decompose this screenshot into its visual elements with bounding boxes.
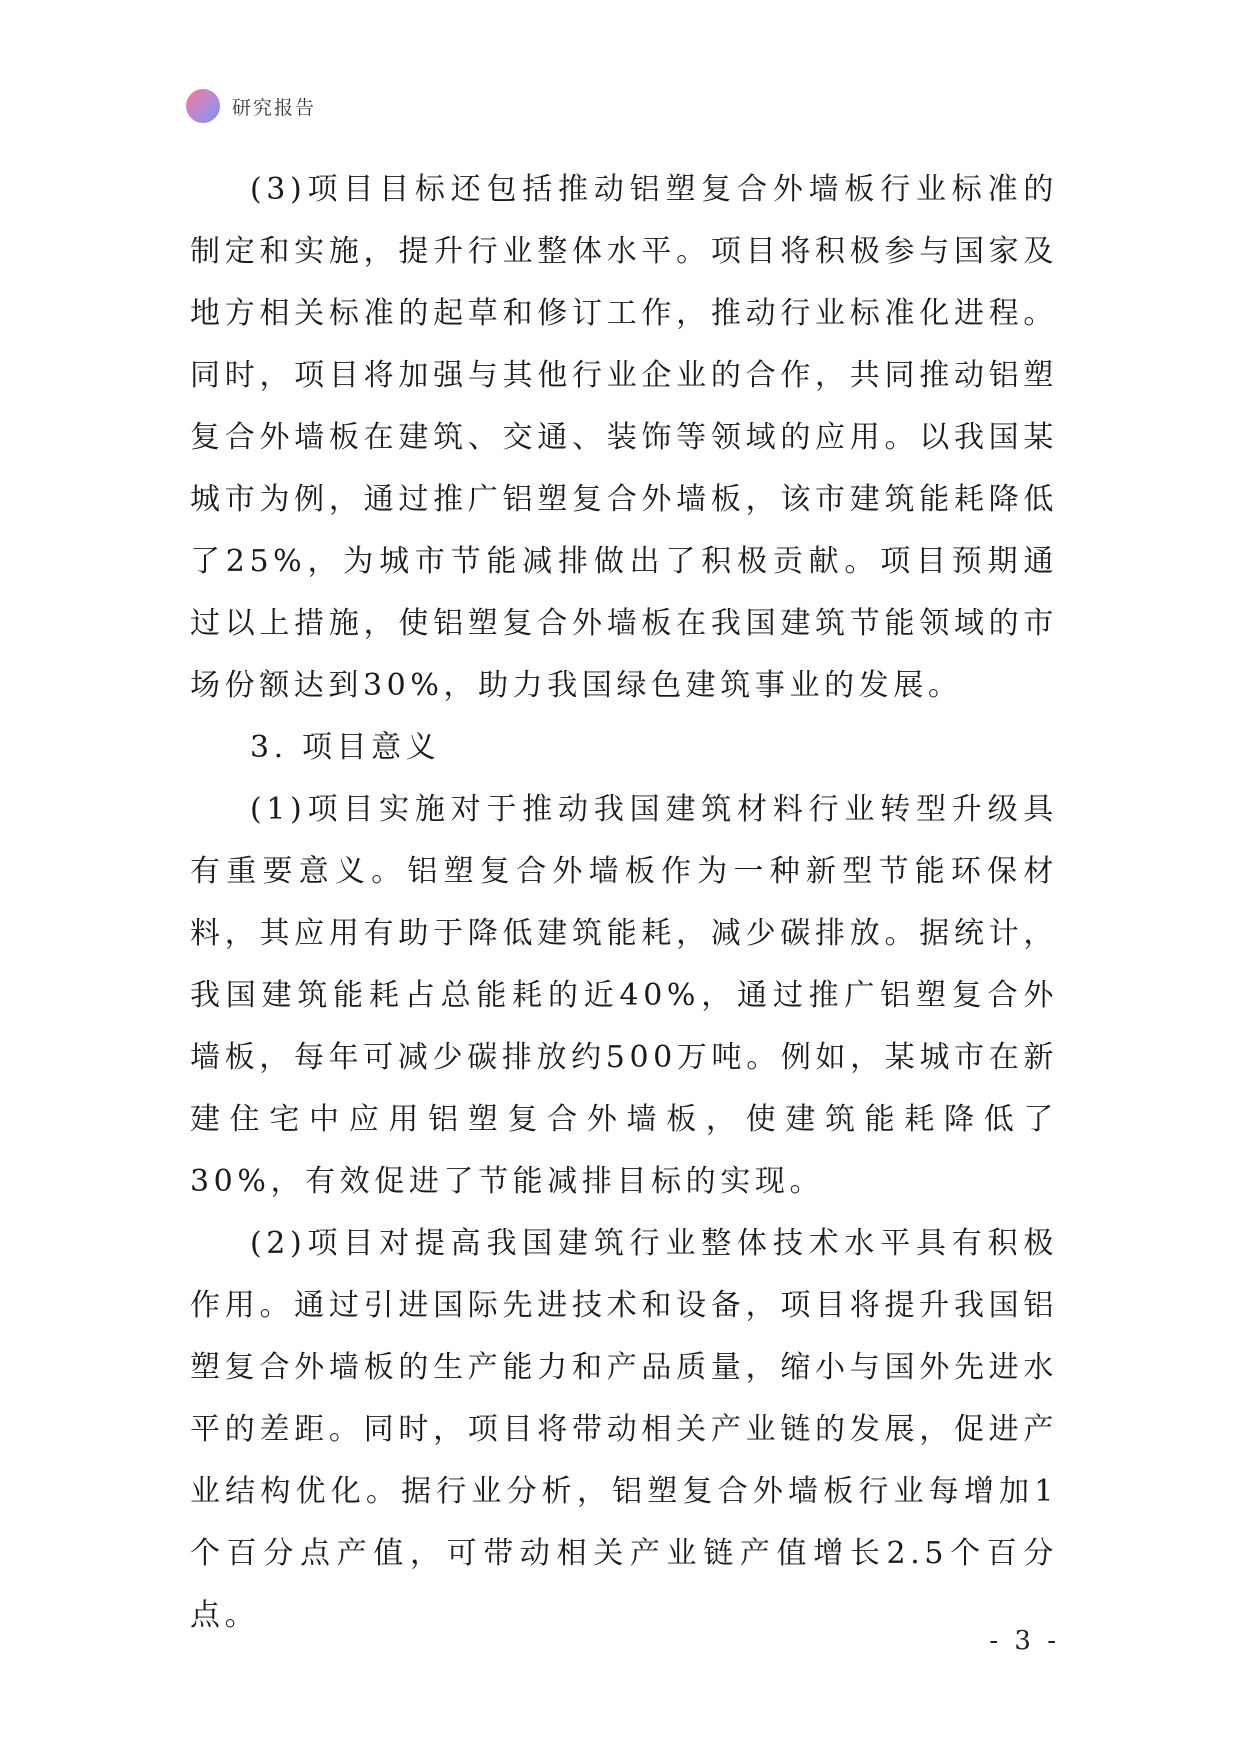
paragraph-significance-1: (1)项目实施对于推动我国建筑材料行业转型升级具有重要意义。铝塑复合外墙板作为一种新型节能环保材料，其应用有助于降低建筑能耗，减少碳排放。据统计，我国建筑能耗占总能耗的近40%，通过推广铝塑复合外墙板，每年可减少碳排放约500万吨。例如，某城市在新建住宅中应用铝塑复合外墙板，使建筑能耗降低了30%，有效促进了节能减排目标的实现。 <box>190 792 1058 1199</box>
page-number: - 3 - <box>989 1626 1060 1656</box>
document-body <box>190 159 1058 1647</box>
header-title: 研究报告 <box>232 96 317 119</box>
page-header <box>186 88 316 124</box>
report-logo-icon <box>186 89 220 123</box>
paragraph-significance-2: (2)项目对提高我国建筑行业整体技术水平具有积极作用。通过引进国际先进技术和设备，项目将提升我国铝塑复合外墙板的生产能力和产品质量，缩小与国外先进水平的差距。同时，项目将带动相关产业链的发展，促进产业结构优化。据行业分析，铝塑复合外墙板行业每增加1个百分点产值，可带动相关产业链产值增长2.5个百分点。 <box>190 1226 1058 1633</box>
section-heading-significance: 3. 项目意义 <box>250 730 441 765</box>
paragraph-objective-3: (3)项目目标还包括推动铝塑复合外墙板行业标准的制定和实施，提升行业整体水平。项目将积极参与国家及地方相关标准的起草和修订工作，推动行业标准化进程。同时，项目将加强与其他行业企业的合作，共同推动铝塑复合外墙板在建筑、交通、装饰等领域的应用。以我国某城市为例，通过推广铝塑复合外墙板，该市建筑能耗降低了25%，为城市节能减排做出了积极贡献。项目预期通过以上措施，使铝塑复合外墙板在我国建筑节能领域的市场份额达到30%，助力我国绿色建筑事业的发展。 <box>190 172 1058 703</box>
